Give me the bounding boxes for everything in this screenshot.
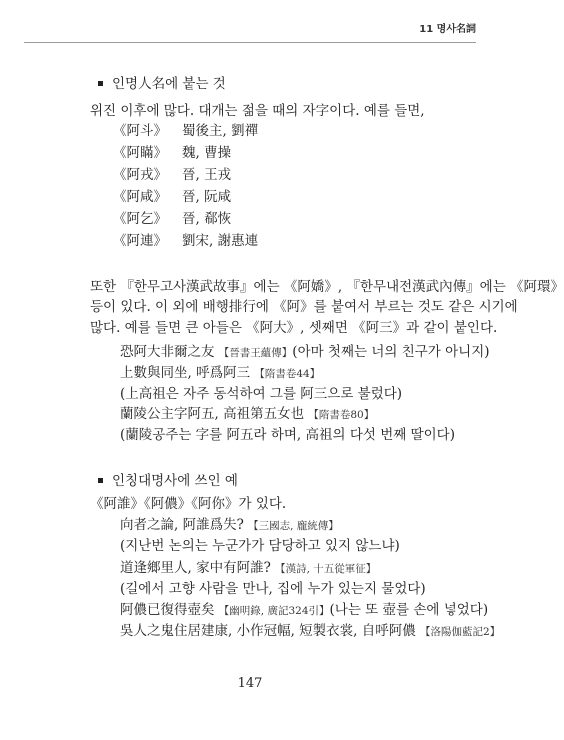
example-text: 吳人之鬼住居建康, 小作冠幅, 短製衣裳, 自呼阿儂 (120, 623, 421, 639)
example-line (120, 537, 400, 555)
example-text: 向者之論, 阿誰爲失? (120, 517, 249, 533)
header-rule (24, 42, 476, 43)
translation: (아마 첫째는 너의 친구가 아니지) (292, 344, 490, 360)
term-source: 魏, 曹操 (182, 145, 232, 161)
term-item: 《阿瞞》 (113, 145, 167, 161)
paragraph-line: 많다. 예를 들면 큰 아들은 《阿大》, 셋째면 《阿三》과 같이 붙인다. (90, 320, 498, 336)
example-line (120, 364, 320, 383)
citation: 【洛陽伽藍記2】 (420, 626, 501, 638)
citation: 【隋書卷80】 (308, 409, 375, 421)
term-item: 《阿連》 (113, 233, 167, 249)
term-source: 晉, 郗恢 (182, 211, 232, 227)
example-line (120, 385, 402, 403)
term-source: 晉, 王戎 (182, 167, 232, 183)
bullet-icon (98, 81, 103, 86)
example-line (120, 622, 500, 641)
term-item: 《阿戎》 (113, 167, 167, 183)
term-item: 《阿咸》 (113, 189, 167, 205)
section1-title: 인명人名에 붙는 것 (112, 76, 226, 92)
bullet-icon (98, 478, 103, 483)
term-item: 《阿斗》 (113, 123, 167, 139)
citation: 【幽明錄, 廣記324引】 (218, 605, 330, 617)
section1-intro: 위진 이후에 많다. 대개는 젊을 때의 자字이다. 예를 들면, (90, 103, 425, 119)
citation: 【三國志, 龐統傳】 (248, 520, 339, 532)
paragraph-line: 또한 『한무고사漢武故事』에는 《阿嬌》, 『한무내전漢武內傳』에는 《阿環》 (90, 279, 564, 295)
example-text: 道逢鄉里人, 家中有阿誰? (120, 560, 276, 576)
paragraph-line: 등이 있다. 이 외에 배행排行에 《阿》를 붙여서 부르는 것도 같은 시기에 (90, 299, 518, 315)
running-header: 11 명사名詞 (419, 24, 476, 35)
example-text: (蘭陵공주는 字를 阿五라 하며, 高祖의 다섯 번째 딸이다) (120, 427, 455, 443)
term-source: 蜀後主, 劉禪 (182, 123, 259, 139)
term-source: 劉宋, 謝惠連 (182, 233, 259, 249)
example-line (120, 580, 426, 598)
example-text: 上數與同坐, 呼爲阿三 (120, 365, 255, 381)
example-text: (길에서 고향 사람을 만나, 집에 누가 있는지 물었다) (120, 581, 426, 597)
page-number: 147 (237, 676, 263, 691)
section2-intro: 《阿誰》《阿儂》《阿你》가 있다. (90, 496, 287, 512)
term-source: 晉, 阮咸 (182, 189, 232, 205)
example-text: 阿儂已復得壺矣 (120, 602, 219, 618)
example-text: (지난번 논의는 누군가가 담당하고 있지 않느냐) (120, 538, 400, 554)
example-line (120, 426, 455, 444)
section2-title: 인칭대명사에 쓰인 예 (112, 473, 238, 489)
term-item: 《阿乞》 (113, 211, 167, 227)
translation: (나는 또 壺를 손에 넣었다) (329, 602, 489, 618)
example-line (120, 405, 374, 424)
example-line (120, 343, 490, 362)
example-text: 蘭陵公主字阿五, 高祖第五女也 (120, 406, 309, 422)
example-line (120, 559, 376, 578)
example-text: (上高祖은 자주 동석하여 그를 阿三으로 불렀다) (120, 386, 403, 402)
example-line (120, 601, 488, 620)
citation: 【漢詩, 十五從軍征】 (275, 563, 377, 575)
example-text: 恐阿大非爾之友 (120, 344, 219, 360)
citation: 【晉書王蘊傳】 (218, 347, 293, 359)
citation: 【隋書卷44】 (254, 368, 321, 380)
example-line (120, 516, 339, 535)
